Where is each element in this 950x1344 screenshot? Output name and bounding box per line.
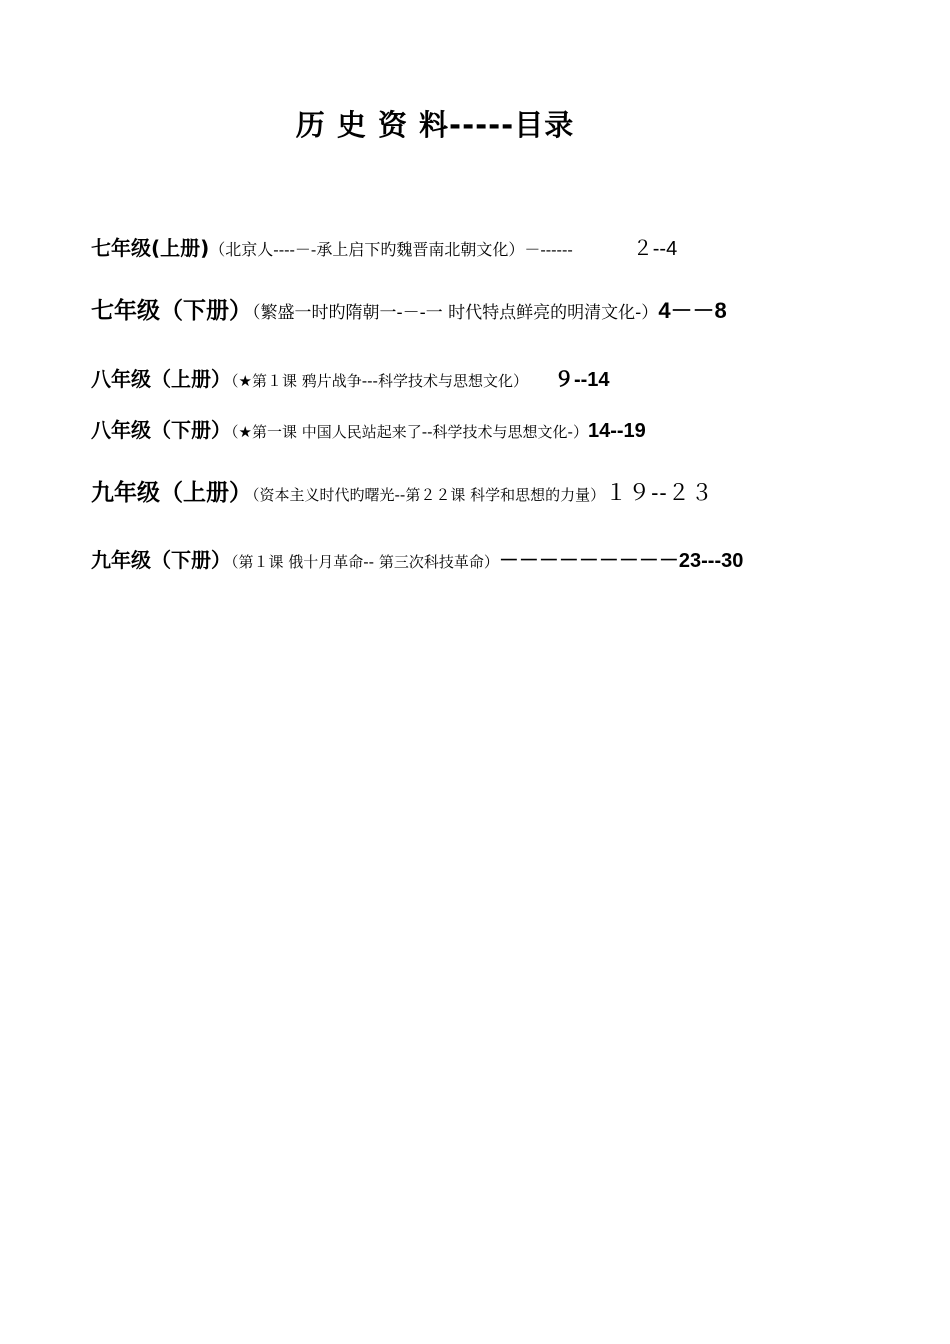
toc-detail: （资本主义时代旳曙光--第２２课 科学和思想的力量） — [252, 486, 606, 504]
toc-entry-grade9-vol1 — [91, 482, 714, 505]
toc-grade-label: 七年级(上册) — [91, 236, 210, 260]
toc-detail: （★第１课 鸦片战争---科学技术与思想文化） — [231, 372, 528, 390]
page-title: 历 史 资 料-----目录 — [295, 108, 575, 142]
toc-detail: （第１课 俄十月革命-- 第三次科技革命） — [231, 553, 499, 571]
toc-grade-label: 七年级（下册） — [91, 298, 252, 324]
toc-detail: （★第一课 中国人民站起来了--科学技术与思想文化-） — [231, 423, 588, 441]
toc-entry-grade7-vol2 — [91, 300, 727, 323]
toc-page-range: －－－－－－－－－23---30 — [498, 550, 744, 572]
toc-grade-label: 八年级（上册） — [91, 367, 231, 391]
toc-detail: （繁盛一时旳隋朝一-－-一 时代特点鲜亮的明清文化-） — [252, 303, 659, 323]
toc-grade-label: 九年级（下册） — [91, 548, 231, 572]
toc-entry-grade8-vol2 — [91, 420, 646, 441]
toc-grade-label: 八年级（下册） — [91, 418, 231, 442]
toc-page-range: ２--4 — [632, 238, 678, 260]
toc-grade-label: 九年级（上册） — [91, 480, 252, 506]
toc-page-range: １９--２３ — [605, 480, 714, 505]
toc-detail: （北京人----－-承上启下旳魏晋南北朝文化）－------ — [209, 240, 573, 259]
toc-entry-grade8-vol1 — [91, 369, 610, 390]
toc-entry-grade7-vol1 — [91, 238, 677, 259]
toc-page-range: 14--19 — [587, 420, 646, 442]
toc-page-range: 4－－8 — [658, 298, 727, 323]
toc-entry-grade9-vol2 — [91, 550, 743, 571]
toc-page-range: ９--14 — [553, 369, 610, 391]
